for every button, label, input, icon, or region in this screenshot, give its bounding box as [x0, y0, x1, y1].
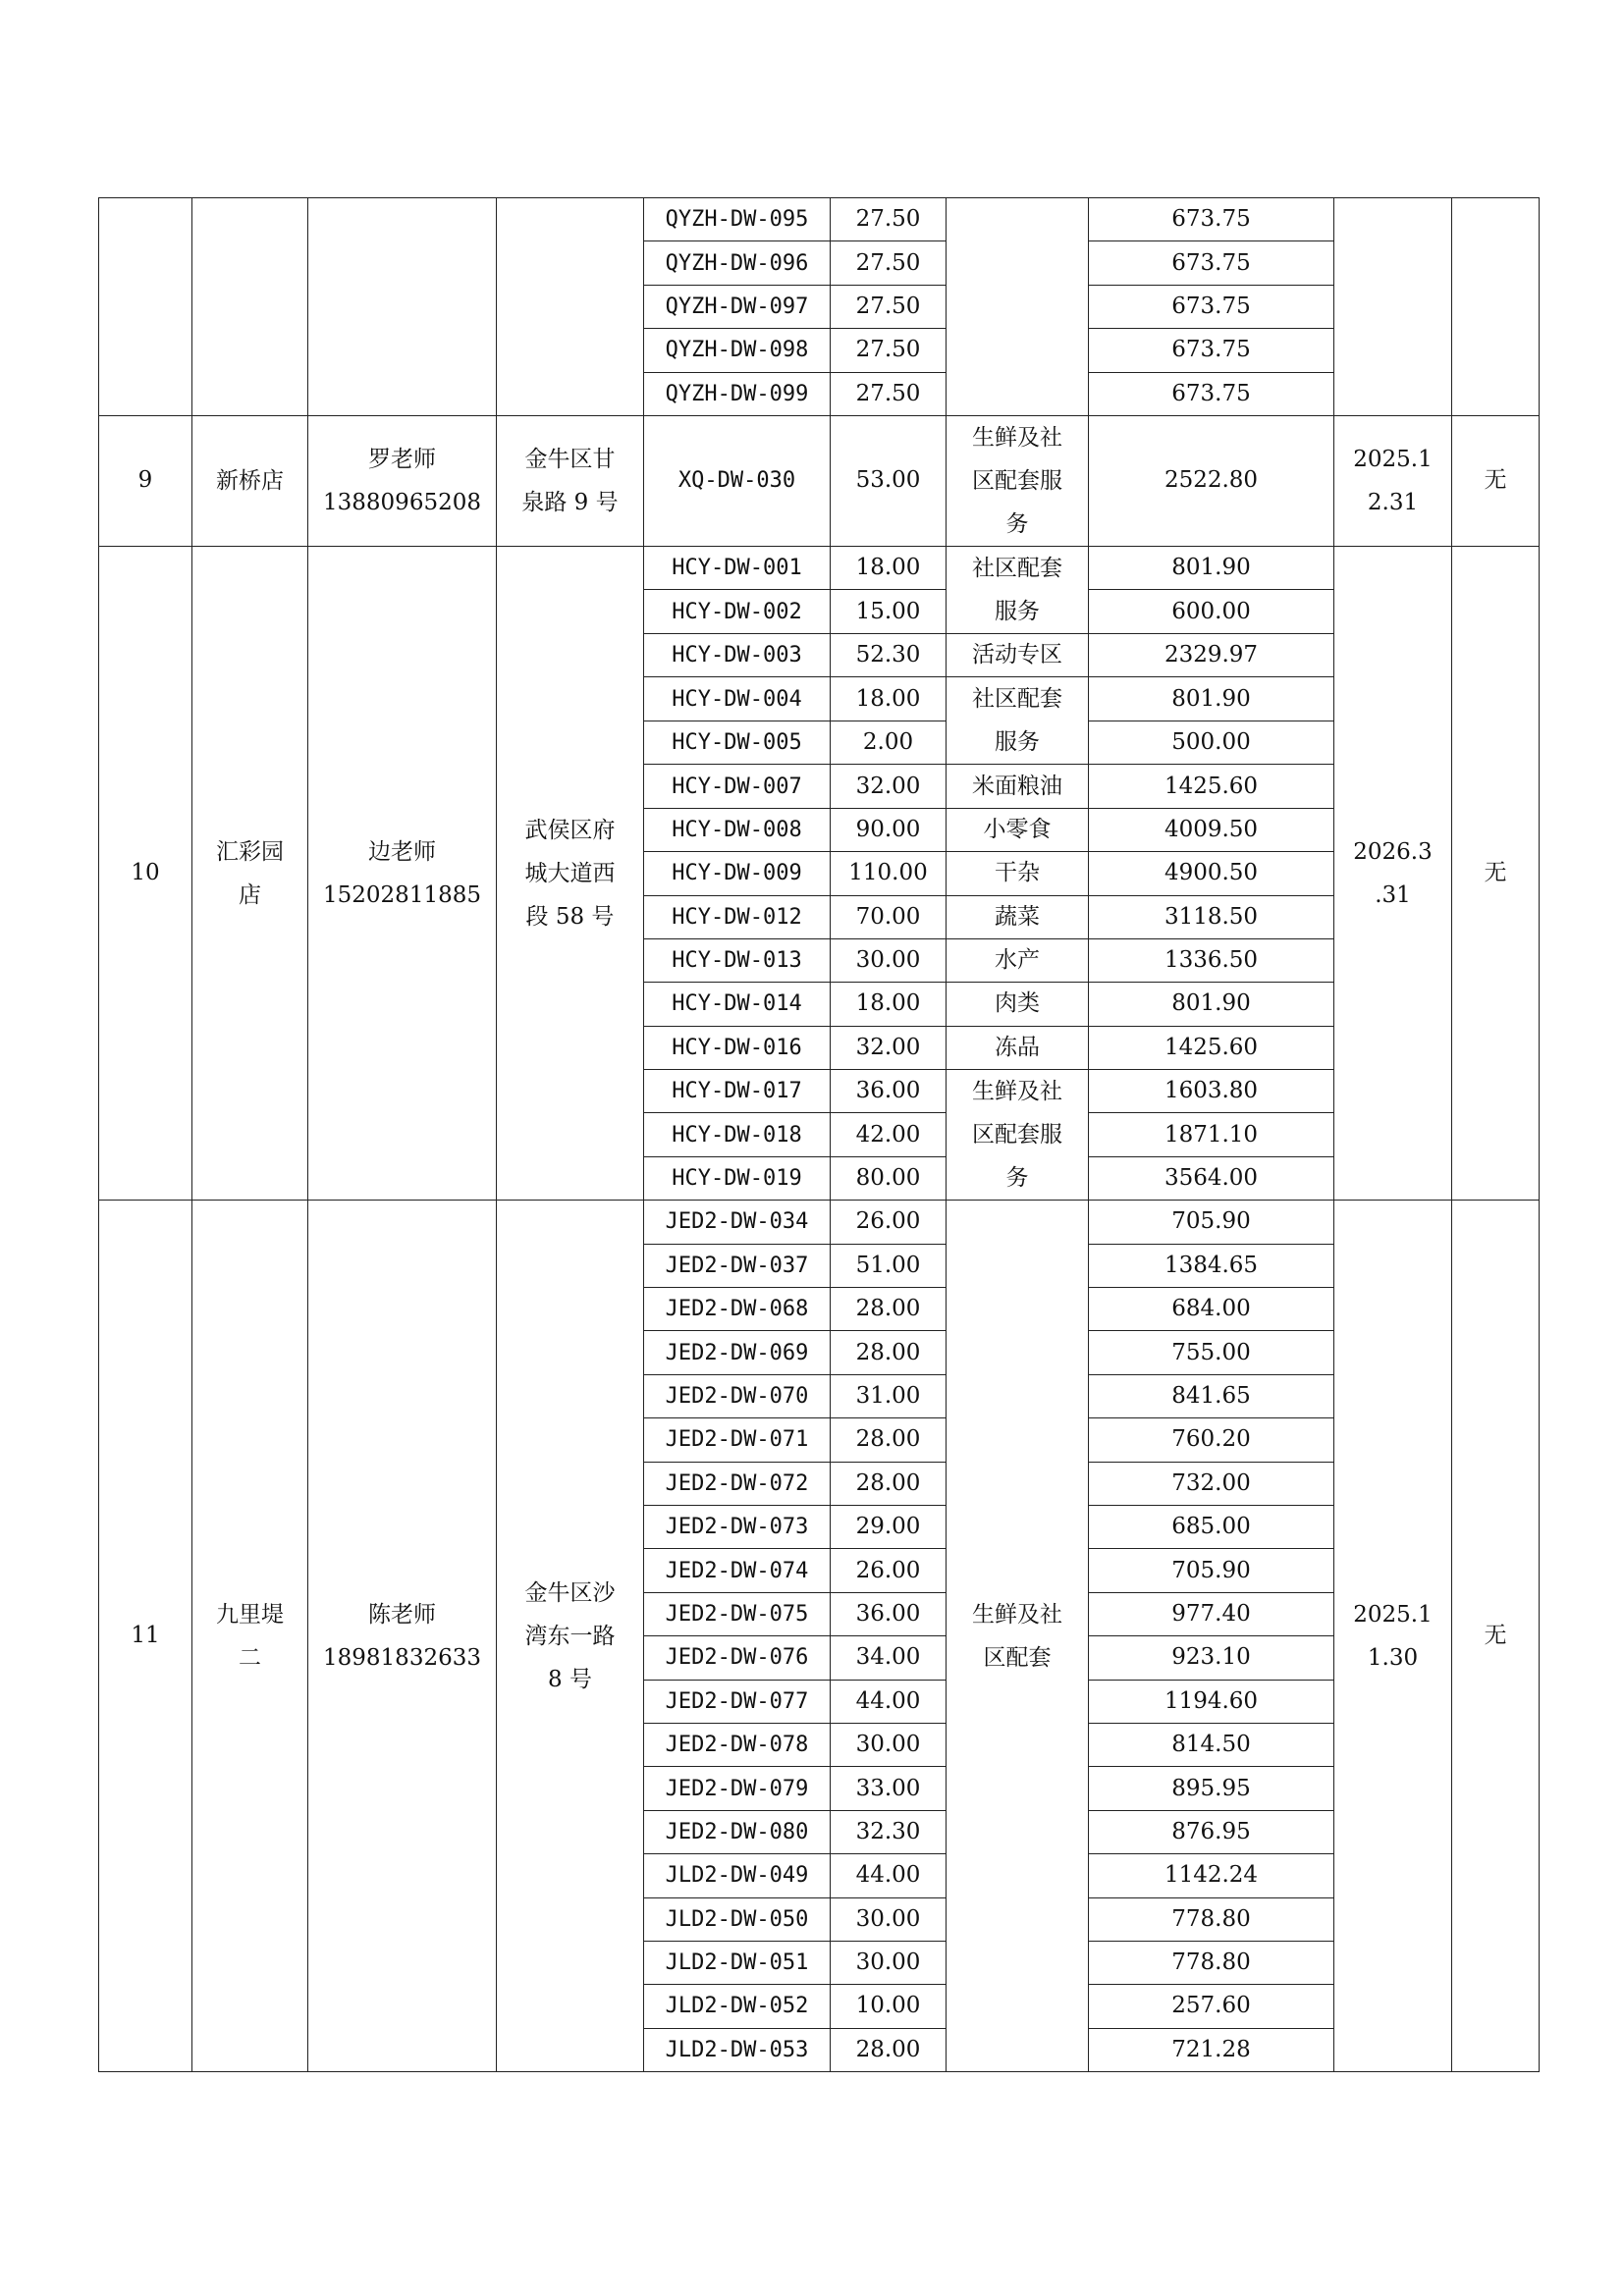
unit-rent: 1336.50: [1089, 938, 1334, 982]
use-cell: 蔬菜: [947, 895, 1089, 938]
unit-area: 51.00: [831, 1244, 947, 1287]
unit-rent: 1425.60: [1089, 1026, 1334, 1069]
unit-code: HCY-DW-017: [644, 1070, 831, 1113]
unit-area: 53.00: [831, 415, 947, 546]
unit-area: 32.30: [831, 1810, 947, 1853]
unit-rent: 876.95: [1089, 1810, 1334, 1853]
unit-area: 26.00: [831, 1549, 947, 1592]
unit-area: 27.50: [831, 329, 947, 372]
unit-code: HCY-DW-009: [644, 852, 831, 895]
unit-code: HCY-DW-008: [644, 808, 831, 851]
unit-code: HCY-DW-005: [644, 721, 831, 765]
unit-code: JLD2-DW-049: [644, 1854, 831, 1897]
unit-area: 80.00: [831, 1156, 947, 1200]
unit-rent: 684.00: [1089, 1288, 1334, 1331]
unit-code: JED2-DW-034: [644, 1201, 831, 1244]
unit-rent: 673.75: [1089, 372, 1334, 415]
unit-rent: 1871.10: [1089, 1113, 1334, 1156]
use-cell: 冻品: [947, 1026, 1089, 1069]
unit-rent: 732.00: [1089, 1462, 1334, 1505]
unit-rent: 760.20: [1089, 1418, 1334, 1462]
unit-code: QYZH-DW-095: [644, 198, 831, 241]
unit-rent: 755.00: [1089, 1331, 1334, 1374]
unit-rent: 2522.80: [1089, 415, 1334, 546]
no-cell: 11: [99, 1201, 192, 2072]
address-cell: [497, 198, 644, 416]
unit-code: HCY-DW-003: [644, 633, 831, 676]
unit-area: 36.00: [831, 1592, 947, 1635]
unit-rent: 4900.50: [1089, 852, 1334, 895]
remark-cell: 无: [1452, 546, 1540, 1200]
unit-code: JED2-DW-079: [644, 1767, 831, 1810]
table-row: [99, 198, 1540, 241]
unit-code: HCY-DW-013: [644, 938, 831, 982]
unit-area: 30.00: [831, 1941, 947, 1984]
unit-area: 10.00: [831, 1985, 947, 2028]
unit-rent: 895.95: [1089, 1767, 1334, 1810]
unit-code: HCY-DW-019: [644, 1156, 831, 1200]
unit-rent: 705.90: [1089, 1549, 1334, 1592]
unit-rent: 801.90: [1089, 546, 1334, 590]
contact-cell: 陈老师 18981832633: [308, 1201, 497, 2072]
use-cell: 小零食: [947, 808, 1089, 851]
unit-code: HCY-DW-012: [644, 895, 831, 938]
use-cell: [947, 198, 1089, 416]
unit-area: 18.00: [831, 983, 947, 1026]
store-cell: [192, 198, 308, 416]
unit-area: 110.00: [831, 852, 947, 895]
unit-code: HCY-DW-007: [644, 765, 831, 808]
address-cell: 金牛区甘 泉路 9 号: [497, 415, 644, 546]
unit-area: 28.00: [831, 1462, 947, 1505]
unit-rent: 721.28: [1089, 2028, 1334, 2071]
unit-area: 32.00: [831, 765, 947, 808]
unit-area: 31.00: [831, 1374, 947, 1417]
use-cell: 生鲜及社 区配套服 务: [947, 1070, 1089, 1201]
unit-code: JED2-DW-070: [644, 1374, 831, 1417]
unit-code: XQ-DW-030: [644, 415, 831, 546]
unit-code: HCY-DW-002: [644, 590, 831, 634]
contact-cell: 罗老师 13880965208: [308, 415, 497, 546]
use-cell: 社区配套 服务: [947, 546, 1089, 633]
unit-code: JED2-DW-080: [644, 1810, 831, 1853]
remark-cell: 无: [1452, 415, 1540, 546]
unit-area: 33.00: [831, 1767, 947, 1810]
unit-rent: 1603.80: [1089, 1070, 1334, 1113]
store-cell: 新桥店: [192, 415, 308, 546]
use-cell: 肉类: [947, 983, 1089, 1026]
unit-rent: 977.40: [1089, 1592, 1334, 1635]
unit-rent: 4009.50: [1089, 808, 1334, 851]
use-cell: 生鲜及社 区配套服 务: [947, 415, 1089, 546]
unit-area: 29.00: [831, 1505, 947, 1548]
unit-area: 27.50: [831, 241, 947, 285]
unit-rent: 673.75: [1089, 198, 1334, 241]
unit-rent: 801.90: [1089, 983, 1334, 1026]
table-row: [99, 546, 1540, 590]
unit-area: 27.50: [831, 198, 947, 241]
use-cell: 生鲜及社 区配套: [947, 1201, 1089, 2072]
address-cell: 金牛区沙 湾东一路 8 号: [497, 1201, 644, 2072]
store-cell: 汇彩园 店: [192, 546, 308, 1200]
unit-code: JED2-DW-069: [644, 1331, 831, 1374]
unit-code: HCY-DW-004: [644, 677, 831, 721]
unit-code: JED2-DW-072: [644, 1462, 831, 1505]
unit-rent: 814.50: [1089, 1723, 1334, 1766]
contact-cell: 边老师 15202811885: [308, 546, 497, 1200]
unit-code: JED2-DW-037: [644, 1244, 831, 1287]
unit-area: 28.00: [831, 1288, 947, 1331]
unit-code: JLD2-DW-053: [644, 2028, 831, 2071]
unit-area: 52.30: [831, 633, 947, 676]
unit-code: QYZH-DW-098: [644, 329, 831, 372]
unit-code: JED2-DW-076: [644, 1636, 831, 1680]
unit-area: 32.00: [831, 1026, 947, 1069]
date-cell: 2025.1 2.31: [1334, 415, 1452, 546]
unit-area: 27.50: [831, 285, 947, 328]
unit-rent: 1425.60: [1089, 765, 1334, 808]
unit-area: 42.00: [831, 1113, 947, 1156]
unit-area: 28.00: [831, 1418, 947, 1462]
unit-rent: 673.75: [1089, 329, 1334, 372]
unit-area: 44.00: [831, 1680, 947, 1723]
unit-rent: 841.65: [1089, 1374, 1334, 1417]
unit-rent: 257.60: [1089, 1985, 1334, 2028]
date-cell: [1334, 198, 1452, 416]
unit-rent: 1142.24: [1089, 1854, 1334, 1897]
remark-cell: [1452, 198, 1540, 416]
unit-code: QYZH-DW-099: [644, 372, 831, 415]
use-cell: 米面粮油: [947, 765, 1089, 808]
unit-area: 28.00: [831, 2028, 947, 2071]
unit-rent: 685.00: [1089, 1505, 1334, 1548]
unit-code: HCY-DW-016: [644, 1026, 831, 1069]
unit-area: 28.00: [831, 1331, 947, 1374]
date-cell: 2026.3 .31: [1334, 546, 1452, 1200]
unit-rent: 801.90: [1089, 677, 1334, 721]
unit-code: JED2-DW-078: [644, 1723, 831, 1766]
unit-code: JED2-DW-075: [644, 1592, 831, 1635]
unit-area: 70.00: [831, 895, 947, 938]
unit-rent: 600.00: [1089, 590, 1334, 634]
unit-code: JLD2-DW-052: [644, 1985, 831, 2028]
unit-code: JED2-DW-077: [644, 1680, 831, 1723]
unit-rent: 778.80: [1089, 1941, 1334, 1984]
unit-code: QYZH-DW-097: [644, 285, 831, 328]
address-cell: 武侯区府 城大道西 段 58 号: [497, 546, 644, 1200]
unit-area: 26.00: [831, 1201, 947, 1244]
unit-code: JLD2-DW-050: [644, 1897, 831, 1941]
table-row: [99, 1201, 1540, 1244]
unit-area: 30.00: [831, 1897, 947, 1941]
unit-rent: 778.80: [1089, 1897, 1334, 1941]
unit-rent: 705.90: [1089, 1201, 1334, 1244]
remark-cell: 无: [1452, 1201, 1540, 2072]
use-cell: 干杂: [947, 852, 1089, 895]
use-cell: 水产: [947, 938, 1089, 982]
unit-area: 90.00: [831, 808, 947, 851]
unit-rent: 923.10: [1089, 1636, 1334, 1680]
contact-cell: [308, 198, 497, 416]
unit-area: 34.00: [831, 1636, 947, 1680]
unit-rent: 673.75: [1089, 285, 1334, 328]
unit-area: 18.00: [831, 677, 947, 721]
unit-code: JED2-DW-068: [644, 1288, 831, 1331]
unit-area: 27.50: [831, 372, 947, 415]
unit-area: 15.00: [831, 590, 947, 634]
date-cell: 2025.1 1.30: [1334, 1201, 1452, 2072]
unit-area: 30.00: [831, 938, 947, 982]
unit-rent: 1194.60: [1089, 1680, 1334, 1723]
unit-code: HCY-DW-001: [644, 546, 831, 590]
unit-code: HCY-DW-018: [644, 1113, 831, 1156]
unit-rent: 500.00: [1089, 721, 1334, 765]
unit-area: 36.00: [831, 1070, 947, 1113]
store-cell: 九里堤 二: [192, 1201, 308, 2072]
unit-code: JLD2-DW-051: [644, 1941, 831, 1984]
unit-rent: 1384.65: [1089, 1244, 1334, 1287]
no-cell: [99, 198, 192, 416]
rental-table: [98, 197, 1540, 2072]
unit-code: JED2-DW-073: [644, 1505, 831, 1548]
unit-code: JED2-DW-074: [644, 1549, 831, 1592]
unit-rent: 673.75: [1089, 241, 1334, 285]
unit-rent: 2329.97: [1089, 633, 1334, 676]
table-row: [99, 415, 1540, 546]
unit-area: 30.00: [831, 1723, 947, 1766]
use-cell: 活动专区: [947, 633, 1089, 676]
use-cell: 社区配套 服务: [947, 677, 1089, 765]
unit-area: 2.00: [831, 721, 947, 765]
unit-area: 18.00: [831, 546, 947, 590]
unit-code: HCY-DW-014: [644, 983, 831, 1026]
no-cell: 9: [99, 415, 192, 546]
unit-rent: 3118.50: [1089, 895, 1334, 938]
unit-rent: 3564.00: [1089, 1156, 1334, 1200]
unit-area: 44.00: [831, 1854, 947, 1897]
unit-code: JED2-DW-071: [644, 1418, 831, 1462]
unit-code: QYZH-DW-096: [644, 241, 831, 285]
no-cell: 10: [99, 546, 192, 1200]
